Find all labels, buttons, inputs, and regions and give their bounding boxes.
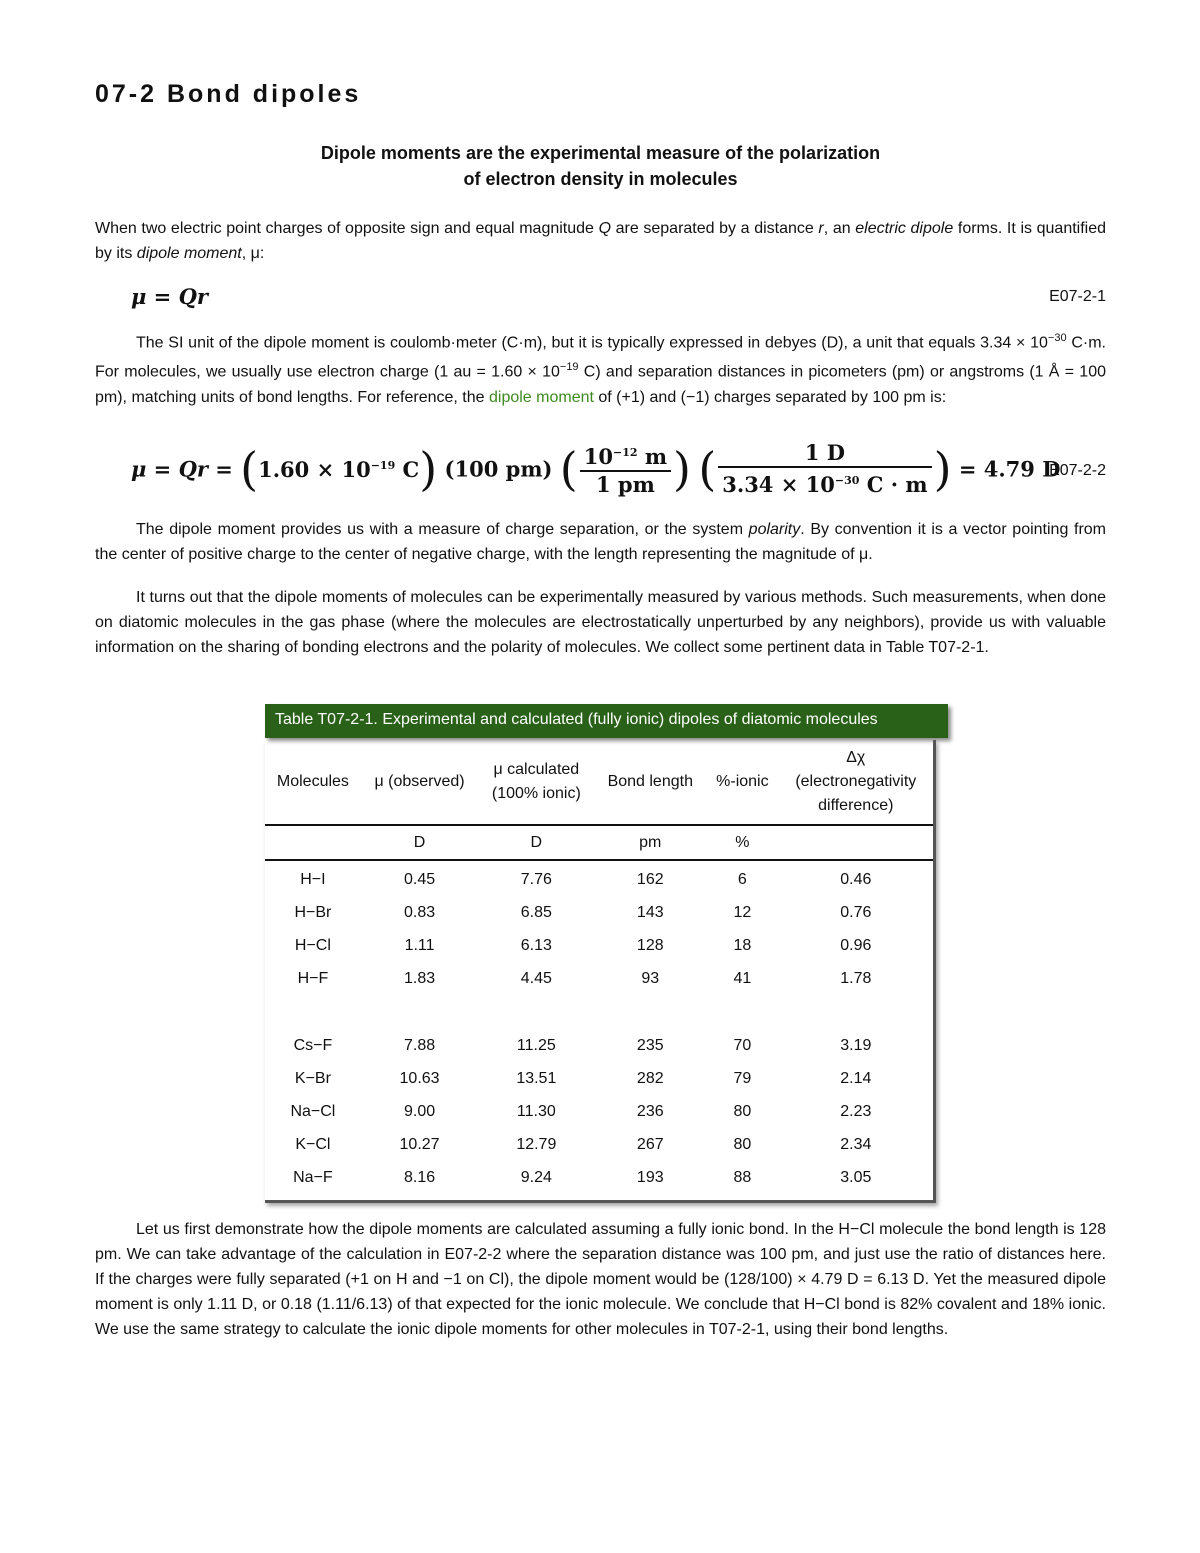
cell-bond-length: 236 — [636, 1102, 664, 1120]
cell-delta-chi: 2.34 — [840, 1135, 872, 1153]
eq2-charge-unit: C — [395, 456, 420, 482]
cell-delta-chi: 2.14 — [840, 1069, 872, 1087]
eq2-fraction-2-denominator — [718, 468, 931, 498]
dipole-moment-link[interactable]: dipole moment — [488, 388, 594, 406]
table-row — [265, 1062, 933, 1095]
cell-delta-chi: 0.96 — [840, 936, 872, 954]
header-molecules: Molecules — [265, 740, 361, 825]
cell-calculated: 11.25 — [516, 1036, 556, 1054]
table-row — [265, 860, 933, 896]
polarity-text: . By convention it is a vector pointing from the center of positive charge to the center of negative charge, with the length representing the magnitude of μ. — [95, 521, 1106, 563]
paren-open: ( — [698, 442, 717, 496]
eq2-charge-value: 1.60 × 10 — [258, 456, 371, 482]
table-row — [265, 929, 933, 962]
table-row — [265, 962, 933, 995]
table-row — [265, 1029, 933, 1062]
eq2-fraction-1-numerator — [580, 440, 671, 472]
intro-text: forms. It is quantified by its — [95, 220, 1107, 262]
equation-1-label: E07-2-1 — [1049, 288, 1106, 305]
subtitle — [95, 140, 1106, 192]
table-row — [265, 1161, 933, 1194]
intro-term-electric-dipole: electric dipole — [855, 220, 954, 237]
eq2-fraction-2-numerator: 1 D — [718, 440, 931, 468]
equation-1-math: μ = Qr — [131, 284, 208, 309]
measurement-paragraph: It turns out that the dipole moments of molecules can be experimentally measured by various methods. Such measurements, when done on diatomic molecules in the gas phase (where the molecules are electrostatically unperturbed by any neighbors), provide us with valuable information on the sharing of bonding electrons and the polarity of molecules. We collect some pertinent data in Table T07-2-1. — [95, 589, 1106, 656]
unit-cell: D — [361, 825, 479, 860]
eq2-f2-den-value: 3.34 × 10 — [722, 472, 835, 497]
cell-delta-chi: 1.78 — [840, 969, 872, 987]
cell-molecule: H−Br — [294, 903, 332, 921]
paren-close: ) — [419, 442, 438, 496]
paren-open: ( — [240, 442, 259, 496]
cell-molecule: H−Cl — [294, 936, 331, 954]
cell-observed: 10.63 — [399, 1069, 440, 1087]
paren-open: ( — [559, 442, 578, 496]
unit-cell — [779, 825, 933, 860]
si-unit-paragraph — [95, 326, 1106, 410]
eq2-fraction-1-denominator: 1 pm — [595, 472, 655, 497]
polarity-term: polarity — [748, 521, 801, 538]
cell-calculated: 13.51 — [516, 1069, 557, 1087]
header-percent-ionic: %-ionic — [706, 740, 778, 825]
equation-2-label: E07-2-2 — [1049, 462, 1106, 479]
intro-var-r: r — [818, 220, 824, 237]
cell-delta-chi: 3.05 — [840, 1168, 872, 1186]
header-delta-chi-line-2: (electronegativity — [795, 773, 917, 790]
cell-observed: 0.45 — [403, 870, 436, 888]
cell-percent-ionic: 41 — [733, 969, 752, 987]
si-exponent: −19 — [559, 361, 579, 374]
cell-observed: 1.83 — [403, 969, 436, 987]
cell-observed: 10.27 — [399, 1135, 440, 1153]
table-row — [265, 1128, 933, 1161]
cell-calculated: 6.13 — [520, 936, 552, 954]
header-delta-chi — [779, 740, 933, 825]
cell-bond-length: 93 — [641, 969, 660, 987]
eq2-charge — [258, 457, 419, 482]
cell-percent-ionic: 70 — [733, 1036, 752, 1054]
si-text: of (+1) and (−1) charges separated by 100 pm is: — [593, 388, 947, 406]
table-title: Table T07-2-1. Experimental and calculated (fully ionic) dipoles of diatomic molecules — [265, 704, 948, 738]
table-row — [265, 1095, 933, 1128]
cell-bond-length: 193 — [636, 1168, 664, 1186]
cell-observed: 7.88 — [403, 1036, 436, 1054]
eq2-f2-den-exponent: −30 — [834, 474, 860, 487]
intro-var-q: Q — [598, 220, 612, 237]
cell-delta-chi: 2.23 — [840, 1102, 872, 1120]
cell-calculated: 6.85 — [520, 903, 552, 921]
cell-calculated: 4.45 — [520, 969, 552, 987]
eq2-distance: (100 pm) — [444, 456, 553, 482]
dipole-table — [265, 740, 933, 1194]
cell-bond-length: 143 — [636, 903, 664, 921]
cell-molecule: H−F — [297, 969, 329, 987]
unit-cell: D — [478, 825, 594, 860]
si-text: C·m. For molecules, we usually use electron charge (1 au = 1.60 × 10 — [95, 334, 1106, 381]
intro-text: , μ: — [241, 245, 265, 262]
eq2-f1-num-exponent: −12 — [612, 446, 638, 459]
cell-calculated: 11.30 — [516, 1102, 556, 1120]
cell-delta-chi: 0.46 — [840, 870, 872, 888]
cell-observed: 1.11 — [404, 936, 435, 954]
unit-cell: % — [706, 825, 778, 860]
cell-observed: 8.16 — [403, 1168, 436, 1186]
unit-cell: pm — [594, 825, 706, 860]
intro-text: , an — [823, 220, 856, 237]
equation-2-math — [131, 440, 1060, 498]
paren-close: ) — [673, 442, 691, 496]
spacer-cell — [265, 995, 933, 1029]
cell-molecule: H−I — [300, 870, 326, 888]
cell-percent-ionic: 80 — [733, 1102, 752, 1120]
cell-calculated: 7.76 — [520, 870, 552, 888]
polarity-paragraph — [95, 517, 1106, 567]
cell-molecule: Na−F — [293, 1168, 333, 1186]
cell-percent-ionic: 80 — [733, 1135, 752, 1153]
table-row — [265, 896, 933, 929]
calculation-paragraph: Let us first demonstrate how the dipole moments are calculated assuming a fully ionic bond. In the H−Cl molecule the bond length is 128 pm. We can take advantage of the calculation in E07-2-2 where the separation distance was 100 pm, and just use the ratio of distances here. If the charges were fully separated (+1 on H and −1 on Cl), the dipole moment would be (128/100) × 4.79 D = 6.13 D. Yet the measured dipole moment is only 1.11 D, or 0.18 (1.11/6.13) of that expected for the ionic molecule. We conclude that H−Cl bond is 82% covalent and 18% ionic. We use the same strategy to calculate the ionic dipole moments for other molecules in T07-2-1, using their bond lengths. — [95, 1221, 1106, 1338]
units-row — [265, 825, 933, 860]
header-calculated — [478, 740, 594, 825]
polarity-text: The dipole moment provides us with a measure of charge separation, or the system — [136, 521, 749, 538]
equation-2 — [95, 440, 1106, 504]
cell-molecule: Cs−F — [293, 1036, 333, 1054]
header-bond-length: Bond length — [594, 740, 706, 825]
table-spacer-row — [265, 995, 933, 1029]
paren-close: ) — [933, 442, 952, 496]
dipole-table-container — [265, 740, 936, 1203]
eq2-result: = 4.79 D — [958, 456, 1061, 482]
cell-delta-chi: 3.19 — [840, 1036, 872, 1054]
intro-term-dipole-moment: dipole moment — [136, 245, 242, 262]
cell-molecule: K−Cl — [295, 1135, 331, 1153]
eq2-f1-num-value: 10 — [583, 444, 613, 469]
cell-percent-ionic: 88 — [733, 1168, 752, 1186]
si-exponent: −30 — [1047, 332, 1067, 344]
cell-calculated: 9.24 — [520, 1168, 552, 1186]
eq2-lhs: μ = Qr = — [131, 456, 233, 482]
cell-calculated: 12.79 — [516, 1135, 557, 1153]
header-calculated-line-2: (100% ionic) — [491, 785, 581, 802]
cell-molecule: K−Br — [294, 1069, 331, 1087]
table-header-row — [265, 740, 933, 825]
cell-percent-ionic: 79 — [733, 1069, 752, 1087]
cell-observed: 0.83 — [403, 903, 436, 921]
cell-percent-ionic: 18 — [733, 936, 752, 954]
header-delta-chi-line-1: Δχ — [846, 749, 866, 766]
cell-bond-length: 128 — [636, 936, 664, 954]
cell-delta-chi: 0.76 — [840, 903, 872, 921]
intro-paragraph — [95, 216, 1106, 266]
cell-observed: 9.00 — [403, 1102, 436, 1120]
eq2-fraction-1 — [580, 440, 671, 498]
cell-bond-length: 282 — [636, 1069, 664, 1087]
eq2-fraction-2 — [718, 440, 931, 498]
intro-text: When two electric point charges of opposite sign and equal magnitude — [95, 220, 599, 237]
cell-bond-length: 267 — [636, 1135, 664, 1153]
header-observed: μ (observed) — [361, 740, 479, 825]
cell-bond-length: 162 — [636, 870, 664, 888]
si-text: The SI unit of the dipole moment is coulomb·meter (C·m), but it is typically expressed in debyes (D), a unit that equals 3.34 × 10 — [136, 334, 1048, 352]
header-delta-chi-line-3: difference) — [818, 797, 894, 814]
cell-bond-length: 235 — [636, 1036, 664, 1054]
eq2-f1-num-unit: m — [637, 444, 668, 469]
header-calculated-line-1: μ calculated — [493, 761, 580, 778]
cell-percent-ionic: 12 — [733, 903, 752, 921]
unit-cell — [265, 825, 361, 860]
section-title: 07-2 Bond dipoles — [95, 80, 362, 108]
cell-molecule: Na−Cl — [290, 1102, 336, 1120]
eq2-charge-exponent: −19 — [370, 458, 396, 472]
cell-percent-ionic: 6 — [737, 870, 747, 888]
intro-text: are separated by a distance — [611, 220, 819, 237]
subtitle-line-2: of electron density in molecules — [463, 169, 738, 189]
subtitle-line-1: Dipole moments are the experimental measure of the polarization — [320, 143, 881, 163]
eq2-f2-den-unit: C · m — [859, 472, 928, 497]
si-text: C) and separation distances in picometers (pm) or angstroms (1 Å = 100 pm), matching units of bond lengths. For reference, the — [95, 363, 1106, 406]
